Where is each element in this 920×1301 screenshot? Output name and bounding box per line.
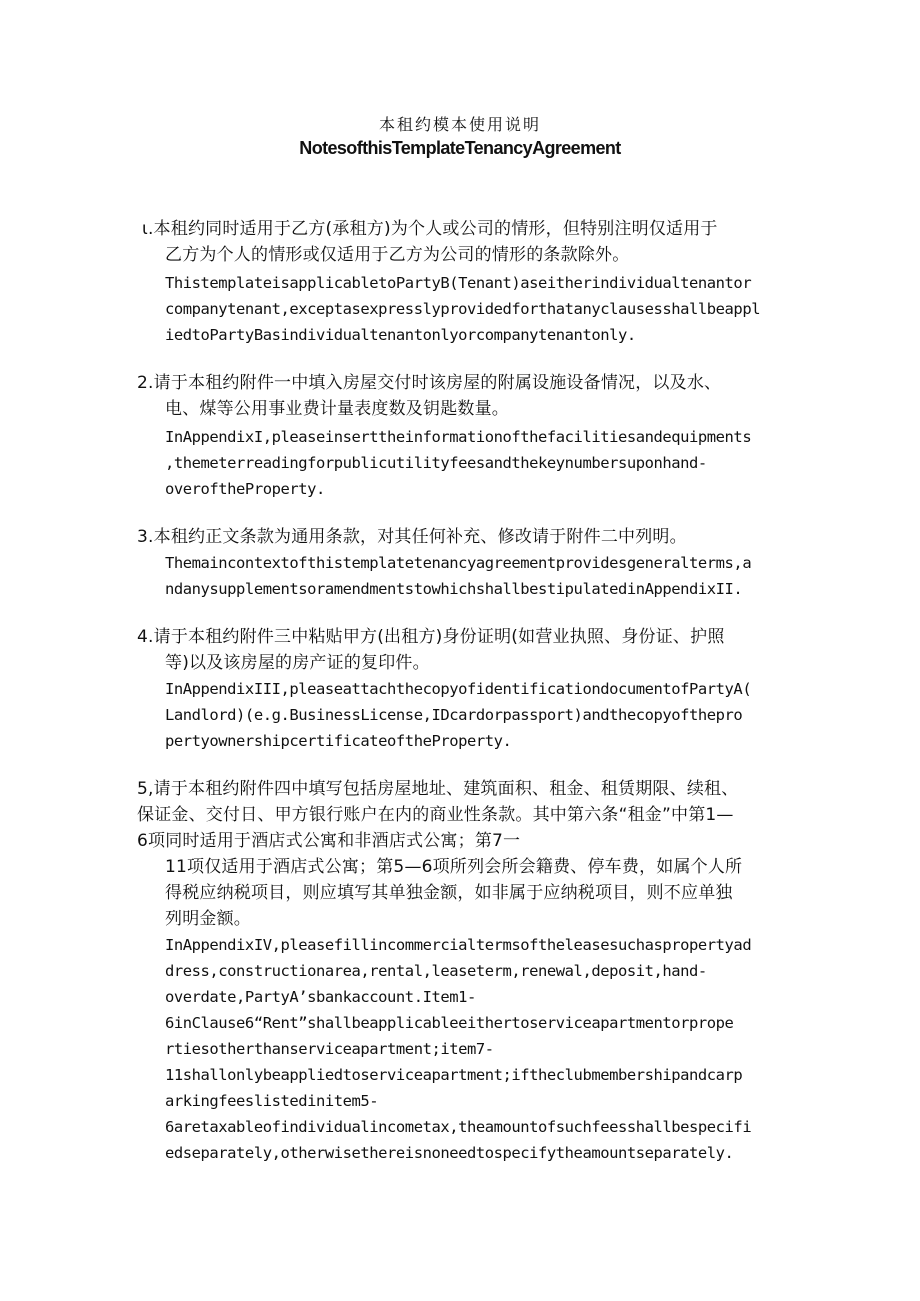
note-line: arkingfeeslistedinitem5-	[165, 1092, 379, 1110]
note-line: 2.请于本租约附件一中填入房屋交付时该房屋的附属设施设备情况，以及水、	[137, 373, 722, 393]
note-line: dress,constructionarea,rental,leaseterm,renewal,deposit,hand-	[165, 962, 707, 980]
note-line: iedtoPartyBasindividualtenantonlyorcompanytenantonly.	[165, 326, 636, 344]
note-line: ,themeterreadingforpublicutilityfeesandthekeynumbersuponhand-	[165, 454, 707, 472]
note-line: overoftheProperty.	[165, 480, 325, 498]
note-line: 11shallonlybeappliedtoserviceapartment;iftheclubmembershipandcarp	[165, 1066, 743, 1084]
note-line: 11项仅适用于酒店式公寓；第5—6项所列会所会籍费、停车费，如属个人所	[165, 857, 743, 877]
note-line: InAppendixIII,pleaseattachthecopyofidentificationdocumentofPartyA(	[165, 680, 752, 698]
note-line: 4.请于本租约附件三中粘贴甲方(出租方)身份证明(如营业执照、身份证、护照	[137, 627, 725, 647]
title-chinese: 本租约模本使用说明	[378, 115, 541, 134]
note-line: 6项同时适用于酒店式公寓和非酒店式公寓；第7一	[137, 831, 521, 851]
note-line: InAppendixI,pleaseinserttheinformationofthefacilitiesandequipments	[165, 428, 752, 446]
note-line: ι.本租约同时适用于乙方(承租方)为个人或公司的情形，但特别注明仅适用于	[142, 219, 718, 239]
note-line: 等)以及该房屋的房产证的复印件。	[165, 653, 430, 673]
note-line: 6aretaxableofindividualincometax,theamountofsuchfeesshallbespecifi	[165, 1118, 752, 1136]
note-line: 3.本租约正文条款为通用条款，对其任何补充、修改请于附件二中列明。	[137, 527, 687, 547]
note-line: pertyownershipcertificateoftheProperty.	[165, 732, 512, 750]
note-line: ThistemplateisapplicabletoPartyB(Tenant)aseitherindividualtenantor	[165, 274, 752, 292]
note-line: 得税应纳税项目，则应填写其单独金额，如非属于应纳税项目，则不应单独	[165, 883, 733, 903]
note-line: 保证金、交付日、甲方银行账户在内的商业性条款。其中第六条“租金”中第1—	[137, 805, 734, 825]
note-line: 乙方为个人的情形或仅适用于乙方为公司的情形的条款除外。	[165, 245, 630, 265]
note-line: Themaincontextofthistemplatetenancyagreementprovidesgeneralterms,a	[165, 554, 752, 572]
note-line: Landlord)(e.g.BusinessLicense,IDcardorpassport)andthecopyofthepro	[165, 706, 743, 724]
note-line: 列明金额。	[165, 909, 251, 929]
note-line: ndanysupplementsoramendmentstowhichshallbestipulatedinAppendixII.	[165, 580, 743, 598]
note-line: InAppendixIV,pleasefillincommercialtermsoftheleasesuchaspropertyad	[165, 936, 752, 954]
note-line: 5,请于本租约附件四中填写包括房屋地址、建筑面积、租金、租赁期限、续租、	[137, 779, 739, 799]
note-line: companytenant,exceptasexpresslyprovidedforthatanyclausesshallbeappl	[165, 300, 761, 318]
note-line: overdate,PartyA’sbankaccount.Item1-	[165, 988, 476, 1006]
note-line: 6inClause6“Rent”shallbeapplicableeithertoserviceapartmentorprope	[165, 1014, 734, 1032]
title-english: NotesofthisTemplateTenancyAgreement	[299, 138, 621, 158]
note-line: 电、煤等公用事业费计量表度数及钥匙数量。	[165, 399, 509, 419]
note-line: rtiesotherthanserviceapartment;item7-	[165, 1040, 494, 1058]
note-line: edseparately,otherwisethereisnoneedtospecifytheamountseparately.	[165, 1144, 734, 1162]
